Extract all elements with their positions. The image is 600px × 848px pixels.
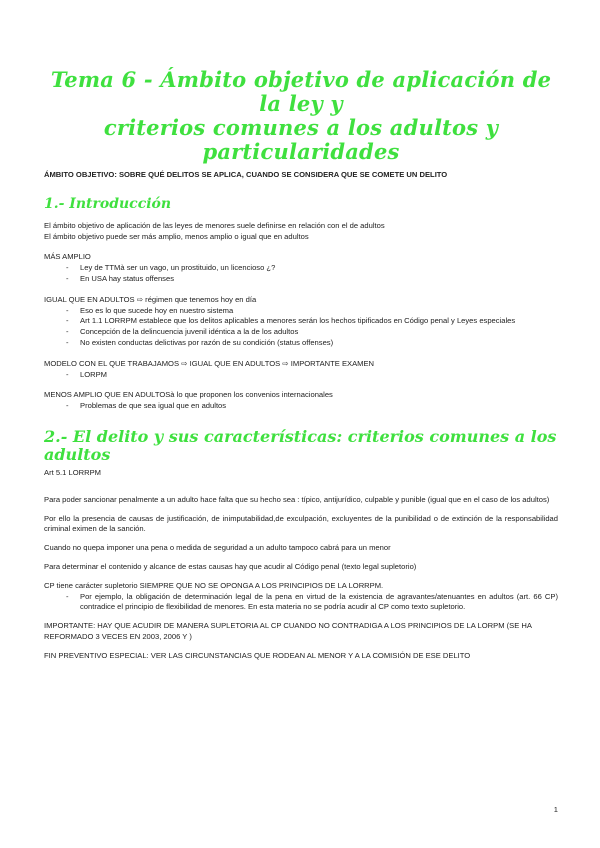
mas-amplio-list xyxy=(44,263,558,285)
fin-preventivo-note: FIN PREVENTIVO ESPECIAL: VER LAS CIRCUNSTANCIAS QUE RODEAN AL MENOR Y A LA COMISIÓN DE ESE DELITO xyxy=(44,650,471,660)
section-1-heading: 1.- Introducción xyxy=(44,195,172,212)
cp-list xyxy=(44,592,558,614)
list-item: - No existen conductas delictivas por razón de su condición (status offenses) xyxy=(66,338,558,349)
document-title xyxy=(44,68,558,164)
list-item: - Eso es lo que sucede hoy en nuestro sistema xyxy=(66,306,558,317)
menos-label: MENOS AMPLIO QUE EN ADULTOSà lo que proponen los convenios internacionales xyxy=(44,390,333,400)
paragraph-1: Para poder sancionar penalmente a un adulto hace falta que su hecho sea : típico, antijurídico, culpable y punible (igual que en el caso de los adultos) xyxy=(44,494,550,504)
menos-list xyxy=(44,401,558,412)
paragraph-3: Cuando no quepa imponer una pena o medida de seguridad a un adulto tampoco cabrá para un menor xyxy=(44,543,391,553)
article-reference: Art 5.1 LORRPM xyxy=(44,467,101,477)
title-line-2: criterios comunes a los adultos y particularidades xyxy=(103,115,499,164)
intro-line-2: El ámbito objetivo puede ser más amplio, menos amplio o igual que en adultos xyxy=(44,231,309,241)
igual-label: IGUAL QUE EN ADULTOS ⇨ régimen que tenemos hoy en día xyxy=(44,294,257,304)
subtitle: ÁMBITO OBJETIVO: SOBRE QUÉ DELITOS SE APLICA, CUANDO SE CONSIDERA QUE SE COMETE UN DELITO xyxy=(44,170,448,179)
importante-note: IMPORTANTE: HAY QUE ACUDIR DE MANERA SUPLETORIA AL CP CUANDO NO CONTRADIGA A LOS PRINCIPIOS DE LA LORPM (SE HA REFORMADO 3 VECES EN 2003, 2006 Y ) xyxy=(44,621,532,641)
list-item: - Por ejemplo, la obligación de determinación legal de la pena en virtud de la existencia de agravantes/atenuantes en adultos (art. 66 CP) contradice el principio de flexibilidad de menores. En esta materia no se podría acudir al CP como texto supletorio. xyxy=(66,592,558,614)
cp-label: CP tiene carácter supletorio SIEMPRE QUE NO SE OPONGA A LOS PRINCIPIOS DE LA LORRPM. xyxy=(44,580,384,590)
list-item: - En USA hay status offenses xyxy=(66,274,558,285)
list-item: - Concepción de la delincuencia juvenil idéntica a la de los adultos xyxy=(66,327,558,338)
mas-amplio-label: MÁS AMPLIO xyxy=(44,252,91,262)
title-line-1: Tema 6 - Ámbito objetivo de aplicación de la ley y xyxy=(50,67,552,116)
paragraph-4: Para determinar el contenido y alcance de estas causas hay que acudir al Código penal (texto legal supletorio) xyxy=(44,561,417,571)
modelo-list xyxy=(44,370,558,381)
intro-line-1: El ámbito objetivo de aplicación de las leyes de menores suele definirse en relación con el de adultos xyxy=(44,220,385,230)
list-item: - LORPM xyxy=(66,370,558,381)
paragraph-2: Por ello la presencia de causas de justificación, de inimputabilidad,de exculpación, excluyentes de la punibilidad o de extinción de la responsabilidad criminal eximen de la sanción. xyxy=(44,513,558,534)
igual-list xyxy=(44,306,558,349)
list-item: - Problemas de que sea igual que en adultos xyxy=(66,401,558,412)
modelo-label: MODELO CON EL QUE TRABAJAMOS ⇨ IGUAL QUE EN ADULTOS ⇨ IMPORTANTE EXAMEN xyxy=(44,358,375,368)
list-item: - Ley de TTMà ser un vago, un prostituido, un licencioso ¿? xyxy=(66,263,558,274)
list-item: - Art 1.1 LORRPM establece que los delitos aplicables a menores serán los hechos tipificados en Código penal y Leyes especiales xyxy=(66,316,558,327)
page-number: 1 xyxy=(553,805,558,814)
section-2-heading: 2.- El delito y sus características: criterios comunes a los adultos xyxy=(44,426,557,464)
